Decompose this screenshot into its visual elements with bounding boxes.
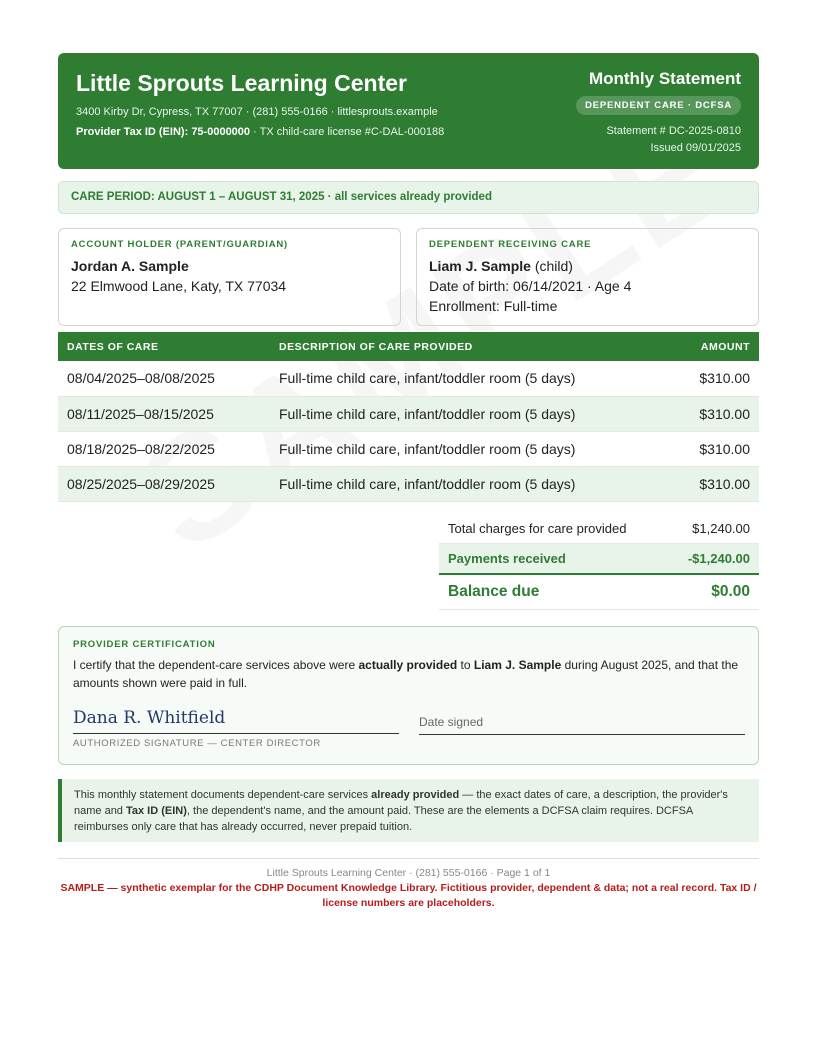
note-text-part: This monthly statement documents dependent-care services [74,788,372,801]
table-row [58,361,759,396]
statement-number: Statement # DC-2025-0810 [606,125,741,137]
note-bold: Tax ID (EIN) [125,804,187,817]
provider-certification [58,626,759,765]
table-row [58,396,759,431]
care-table-header [58,332,759,361]
balance-label: Balance due [448,582,540,600]
cert-text-part: to [457,657,474,672]
dependent-name-line [429,258,746,274]
provider-address: 3400 Kirby Dr, Cypress, TX 77007 · (281) 555-0166 · littlesprouts.example [76,106,438,118]
balance-row [439,575,759,610]
totals-block [439,514,759,610]
account-holder-name: Jordan A. Sample [71,258,189,274]
provider-ein: Provider Tax ID (EIN): 75-0000000 [76,126,251,138]
provider-license: · TX child-care license #C-DAL-000188 [250,126,445,138]
provider-info [76,70,444,138]
row-dates: 08/11/2025–08/15/2025 [58,396,270,431]
certification-label: PROVIDER CERTIFICATION [73,638,216,650]
account-holder-card [58,228,401,326]
dcfsa-note [58,779,759,842]
sample-disclaimer: SAMPLE — synthetic exemplar for the CDHP Document Knowledge Library. Fictitious provider, dependent & data; not a real record. Tax ID / license numbers are placeholders. [60,881,757,909]
provider-ein-line [76,126,444,138]
dependent-dob: Date of birth: 06/14/2021 · Age 4 [429,278,632,294]
row-dates: 08/04/2025–08/08/2025 [58,361,270,396]
statement-info [576,69,741,157]
dependent-card [416,228,759,326]
header-amount: AMOUNT [671,332,759,361]
cert-text-part: during August 2025, and that the amounts shown were paid in full. [73,657,739,690]
total-charges-row [439,514,759,544]
header-dates: DATES OF CARE [58,332,270,361]
dependent-name: Liam J. Sample [429,258,531,274]
row-description: Full-time child care, infant/toddler room (5 days) [270,396,671,431]
note-text-part: — the exact dates of care, a description, the provider's name and [74,788,728,817]
certification-text [73,656,744,692]
dependent-relation: (child) [530,258,573,274]
table-row [58,431,759,466]
note-text-part: , the dependent's name, and the amount paid. These are the elements a DCFSA claim requires. DCFSA reimburses only care that has already occurred, never prepaid tuition. [74,804,693,833]
dcfsa-badge: DEPENDENT CARE · DCFSA [576,96,741,115]
balance-value: $0.00 [711,582,750,600]
cert-text-part: I certify that the dependent-care services above were [73,657,359,672]
care-table [58,332,759,502]
account-holder-address: 22 Elmwood Lane, Katy, TX 77034 [71,278,287,294]
statement-title: Monthly Statement [588,69,741,88]
provider-name: Little Sprouts Learning Center [76,70,407,96]
signature-caption: AUTHORIZED SIGNATURE — CENTER DIRECTOR [73,737,321,749]
header-description: DESCRIPTION OF CARE PROVIDED [270,332,671,361]
date-signed-field: Date signed [419,715,745,735]
cert-text-bold: actually provided [358,657,458,672]
row-amount: $310.00 [671,361,759,396]
director-signature: Dana R. Whitfield [73,707,399,734]
row-description: Full-time child care, infant/toddler room (5 days) [270,431,671,466]
parties-section [58,228,759,326]
dependent-label: DEPENDENT RECEIVING CARE [429,239,592,250]
row-description: Full-time child care, infant/toddler room (5 days) [270,466,671,501]
payments-value: -$1,240.00 [687,550,750,566]
care-period-banner: CARE PERIOD: AUGUST 1 – AUGUST 31, 2025 · all services already provided [58,181,759,214]
payments-label: Payments received [448,550,566,566]
account-holder-label: ACCOUNT HOLDER (PARENT/GUARDIAN) [71,239,288,250]
row-amount: $310.00 [671,466,759,501]
row-dates: 08/18/2025–08/22/2025 [58,431,270,466]
cert-dependent-name: Liam J. Sample [473,657,562,672]
statement-meta [576,123,741,157]
issued-date: Issued 09/01/2025 [650,142,741,154]
dependent-enrollment: Enrollment: Full-time [429,298,558,314]
row-amount: $310.00 [671,431,759,466]
note-bold: already provided [371,788,460,801]
row-description: Full-time child care, infant/toddler room (5 days) [270,361,671,396]
signature-block [73,707,399,749]
row-amount: $310.00 [671,396,759,431]
row-dates: 08/25/2025–08/29/2025 [58,466,270,501]
payments-row [439,544,759,575]
statement-header [58,53,759,169]
table-row [58,466,759,501]
date-signed-block [419,715,745,735]
statement-page [58,53,759,911]
page-footer [58,858,759,911]
total-charges-label: Total charges for care provided [448,520,627,536]
total-charges-value: $1,240.00 [692,520,750,536]
footer-line: Little Sprouts Learning Center · (281) 555-0166 · Page 1 of 1 [266,866,551,879]
